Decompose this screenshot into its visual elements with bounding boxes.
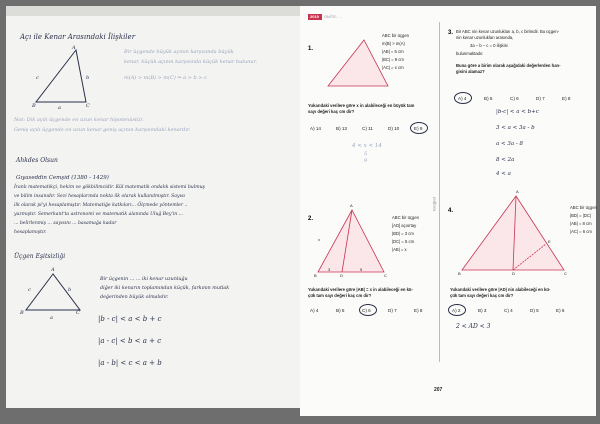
q1-number: 1. [308,46,314,52]
notes-heading-2: Ahkdes Olsun [16,157,58,164]
q4-given-3: |AB| = 8 cm [570,221,592,226]
q3-work-3: a < 3a - 8 [496,141,524,147]
rule2-line1: Not: Dik açılı üçgende en uzun kenar hipotenüstür. [14,117,144,123]
q4-answer-circle [448,304,466,316]
q3-work-1: |b-c| < a < b+c [496,109,539,115]
tri1-label-a-side: a [58,105,61,111]
q2-fig-b: B [314,273,317,278]
rule3-line2: diğer iki kenarın toplamından küçük, farkının mutlak [100,286,230,291]
q4-option-b[interactable]: B) 3 [478,308,487,313]
triangle-figure-1 [16,40,106,110]
bio-line-1: İranlı matematikçi, hekim ve gökbilimcidir. Kül matematik ondalık sistemi bulmuş [14,185,205,190]
q2-option-b[interactable]: B) 5 [336,308,345,313]
q3-work-2: 3 < a < 3a - b [496,125,535,131]
q2-fig-d: D [340,273,343,278]
q3-option-e[interactable]: E) 8 [562,96,571,101]
q2-given-5: |AB| = x [392,247,407,252]
q3-option-d[interactable]: D) 7 [536,96,545,101]
q1-given-2: m(B) > m(A) [382,41,405,46]
triangle-inequality-2: |a - c| < b < a + c [98,337,162,345]
q3-answer-circle [454,92,472,104]
notebook-top-edge [6,6,306,16]
rule3-line1: Bir üçgenin ... ... iki kenar uzunluğu [100,277,188,282]
tri2-label-a-side: a [50,315,53,321]
q4-option-c[interactable]: C) 4 [504,308,513,313]
q4-fig-a: A [516,189,519,194]
bio-line-6: hesaplamıştır. [14,230,47,235]
bio-line-3: ilk olarak pi'yi hesaplamıştır. Matematiğe katkıları... Ölçmede yöntemler .. [14,203,188,208]
q3-work-5: 4 < a [496,171,511,177]
textbook-page [300,6,596,416]
bio-line-5: ... belirlenmiş ... sayısını ... basamağa kadar [14,221,117,226]
q1-given-4: |BC| = 9 cm [382,57,404,62]
q4-question-1: Yukarıdaki verilere göre |AD| nin alabileceği en kü- [450,287,551,292]
q1-option-e[interactable]: E) 9 [414,126,423,131]
q4-question-2: çük tam sayı değeri kaç cm dir? [450,293,514,298]
q2-number: 2. [308,216,314,222]
q2-option-e[interactable]: E) 8 [414,308,423,313]
header-badge: 2019 [308,14,322,20]
q2-fig-c: C [384,273,387,278]
tri1-label-b-vertex: B [32,103,36,109]
rule3-line3: değerinden büyük olmalıdır. [100,295,169,300]
q1-option-c[interactable]: C) 11 [362,126,373,131]
triangle-inequality-3: |a - b| < c < a + b [98,359,162,367]
tri2-label-b-vertex: B [20,310,24,316]
rule1-inequality: m(A) > m(B) > m(C) ⇒ a > b > c [124,75,207,81]
notebook-page [6,6,306,408]
q4-given-4: |AC| = 6 cm [570,229,592,234]
q2-given-4: |DC| = 5 cm [392,239,415,244]
q1-option-a[interactable]: A) 14 [310,126,321,131]
q3-option-c[interactable]: C) 6 [510,96,519,101]
q2-given-1: ABC bir üçgen [392,215,419,220]
notes-heading-3: Üçgen Eşitsizliği [14,253,66,260]
q1-work-2: 5 [364,151,368,157]
tri1-label-c-vertex: C [86,103,90,109]
q4-fig-d: D [512,271,515,276]
q1-work-3: 9 [364,158,368,164]
q4-triangle [456,190,568,278]
q3-option-a[interactable]: A) 4 [458,96,467,101]
q2-option-a[interactable]: A) 4 [310,308,319,313]
page-number: 207 [434,387,443,393]
q4-fig-e: E [548,239,551,244]
q3-number: 3. [448,30,454,36]
bio-line-2: ve bilim insanıdır. Sezi hesaplarında nokta ilk olarak kullanılmıştır. Sayısı [14,194,185,199]
q2-answer-circle [359,304,377,316]
triangle-inequality-1: |b - c| < a < b + c [98,315,162,323]
q4-option-a[interactable]: A) 2 [452,308,461,313]
q2-option-c[interactable]: C) 6 [362,308,371,313]
header-text: ÜNİTE: ... [324,14,342,19]
q2-question-1: Yukarıdaki verilere göre |AB| = x in alabileceği en kü- [308,287,413,292]
q1-given-5: |AC| = x cm [382,65,404,70]
q3-given-1: Bir ABC nin kenar uzunlukları a, b, c birimdir. Bu üçgen- [456,29,560,34]
tri2-label-c-side: c [28,287,31,293]
q1-work-1: 4 < x < 14 [352,143,382,149]
tri2-label-b-side: b [68,287,72,293]
q1-option-d[interactable]: D) 10 [388,126,400,131]
q4-work-1: 2 < AD < 3 [456,323,491,330]
tri1-label-a-vertex: A [72,45,76,51]
q2-given-3: |BD| = 3 cm [392,231,414,236]
q1-given-1: ABC bir üçgen [382,33,409,38]
q2-fig-3: 3 [328,267,331,272]
bio-line-4: yazmıştır. Semerkant'ta astronomi ve matematik alanında Uluğ Bey'in ... [14,212,184,217]
q1-option-b[interactable]: B) 13 [336,126,347,131]
tri2-label-c-vertex: C [76,310,80,316]
q4-option-e[interactable]: E) 6 [556,308,565,313]
q2-fig-5: 5 [360,267,363,272]
side-label: fotoğraf [431,197,437,211]
rule2-line2: Geniş açılı üçgende en uzun kenar geniş açının karşısındaki kenardır. [14,127,191,133]
q2-fig-a: A [350,203,353,208]
q3-given-2: nin kenar uzunlukları arasında, [456,35,514,40]
q1-question-2: sayı değeri kaç cm dir? [308,109,355,114]
q4-fig-b: B [458,271,461,276]
q3-work-4: 8 < 2a [496,157,515,163]
q2-question-2: çük tam sayı değeri kaç cm dir? [308,293,372,298]
q1-answer-circle [410,122,428,134]
notes-heading-angle-side: Açı ile Kenar Arasındaki İlişkiler [20,33,136,41]
column-divider [439,22,440,362]
q3-given-3: 3a – b – c = 0 ilişkisi [470,43,508,48]
rule1-line2: kenar, küçük açının karşısında küçük kenar bulunur. [124,59,258,65]
q2-given-2: [AD] açıortay [392,223,417,228]
q4-given-1: ABC bir üçgen [570,205,597,210]
tri1-label-b-side: b [86,75,90,81]
tri1-label-c-side: c [36,75,39,81]
q2-fig-x: x [318,237,320,242]
q2-option-d[interactable]: D) 7 [388,308,397,313]
q4-given-2: |BD| = |DC| [570,213,591,218]
q3-option-b[interactable]: B) 5 [484,96,493,101]
q1-given-3: |AB| = 5 cm [382,49,404,54]
q2-triangle [312,203,392,282]
q3-question-2: gisini alamaz? [456,69,485,74]
q4-fig-c: C [564,271,567,276]
bio-title: Gıyaseddin Cemşid (1380 - 1429) [16,175,109,181]
q4-option-d[interactable]: D) 5 [530,308,539,313]
q1-question-1: Yukarıdaki verilere göre x in alabileceği en büyük tam [308,103,415,108]
tri2-label-a-vertex: A [51,267,55,273]
q3-given-4: bulunmaktadır. [456,51,484,56]
q3-question-1: Buna göre a birim olarak aşağıdaki değerlerden han- [456,63,561,68]
q4-number: 4. [448,208,454,214]
rule1-line1: Bir üçgende büyük açının karşısında büyük [124,49,234,55]
